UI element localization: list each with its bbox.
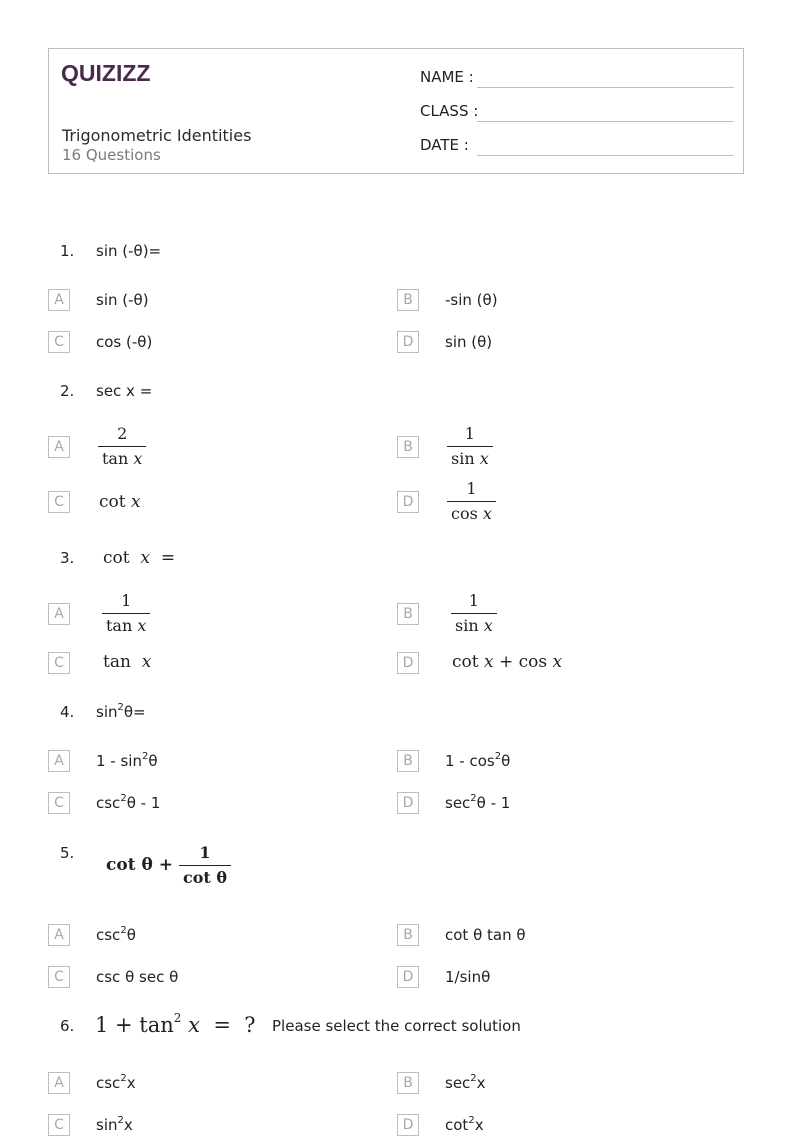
date-label: DATE : (420, 136, 469, 154)
worksheet-header (48, 48, 744, 174)
question-number: 5. (60, 844, 75, 862)
class-field (420, 102, 734, 124)
option-d-text: $\sec^2\theta - 1$ (445, 793, 511, 812)
question-text: $\sin^2\theta=$ (96, 702, 146, 721)
worksheet-title: Trigonometric Identities (62, 126, 252, 145)
option-a-math (98, 424, 146, 468)
question-math: $1 + \tan^2 x$ = ? (95, 1011, 256, 1037)
option-d-math: cot x + cos x (452, 652, 563, 672)
option-c-box[interactable]: C (48, 652, 70, 674)
option-c-box[interactable]: C (48, 1114, 70, 1136)
option-c-text: csc θ sec θ (96, 968, 179, 986)
option-c-text: cos (-θ) (96, 333, 153, 351)
option-b-box[interactable]: B (397, 603, 419, 625)
fraction: $\frac{1}{\text{cot θ}}$ (179, 843, 231, 887)
option-b-box[interactable]: B (397, 1072, 419, 1094)
option-a-text: $\csc^2x$ (96, 1073, 136, 1092)
option-d-box[interactable]: D (397, 966, 419, 988)
option-d-box[interactable]: D (397, 331, 419, 353)
option-c-box[interactable]: C (48, 331, 70, 353)
option-c-math: tan x (103, 652, 152, 672)
option-b-text: $\sec^2x$ (445, 1073, 486, 1092)
option-d-math (447, 479, 496, 523)
question-number: 6. (60, 1017, 75, 1035)
option-a-box[interactable]: A (48, 750, 70, 772)
option-d-text: sin (θ) (445, 333, 493, 351)
option-a-box[interactable]: A (48, 436, 70, 458)
option-a-box[interactable]: A (48, 603, 70, 625)
option-b-box[interactable]: B (397, 436, 419, 458)
option-c-box[interactable]: C (48, 966, 70, 988)
option-b-math (447, 424, 493, 468)
fraction: $\frac{1}{\text{sin x}}$ (447, 424, 493, 468)
option-b-text: cot θ tan θ (445, 926, 526, 944)
option-c-text: $\csc^2\theta - 1$ (96, 793, 161, 812)
option-c-text: $\sin^2x$ (96, 1115, 133, 1134)
option-a-text: $\csc^2\theta$ (96, 925, 136, 944)
option-b-box[interactable]: B (397, 924, 419, 946)
fraction: $\frac{1}{\text{tan x}}$ (102, 591, 150, 635)
name-line[interactable] (477, 87, 734, 88)
option-a-box[interactable]: A (48, 1072, 70, 1094)
class-label: CLASS : (420, 102, 479, 120)
option-c-math: cot x (99, 492, 141, 512)
quizizz-logo (61, 59, 151, 87)
date-line[interactable] (477, 155, 734, 156)
question-number: 2. (60, 382, 75, 400)
option-b-box[interactable]: B (397, 289, 419, 311)
option-d-box[interactable]: D (397, 792, 419, 814)
option-a-text: sin (-θ) (96, 291, 149, 309)
date-field (420, 136, 734, 158)
option-a-math (102, 591, 150, 635)
fraction: $\frac{1}{\text{sin x}}$ (451, 591, 497, 635)
question-text: Please select the correct solution (272, 1017, 521, 1035)
svg-text:QUIZIZZ: QUIZIZZ (61, 60, 151, 86)
question-text: sec x = (96, 382, 153, 400)
option-d-box[interactable]: D (397, 491, 419, 513)
option-a-text: $1 - \sin^2\theta$ (96, 751, 158, 770)
question-number: 4. (60, 703, 75, 721)
option-b-text: $1 - \cos^2\theta$ (445, 751, 511, 770)
question-count: 16 Questions (62, 146, 161, 164)
option-d-text: 1/sinθ (445, 968, 491, 986)
option-d-box[interactable]: D (397, 652, 419, 674)
option-b-text: -sin (θ) (445, 291, 498, 309)
option-b-box[interactable]: B (397, 750, 419, 772)
name-label: NAME : (420, 68, 474, 86)
fraction: $\frac{2}{\text{tan x}}$ (98, 424, 146, 468)
option-d-text: $\cot^2x$ (445, 1115, 484, 1134)
question-math: cot θ + $\frac{1}{\text{cot θ}}$ (106, 843, 231, 887)
fraction: $\frac{1}{\text{cos x}}$ (447, 479, 496, 523)
option-b-math (451, 591, 497, 635)
question-math: cot x = (103, 548, 176, 568)
option-a-box[interactable]: A (48, 924, 70, 946)
option-c-box[interactable]: C (48, 792, 70, 814)
question-number: 3. (60, 549, 75, 567)
option-a-box[interactable]: A (48, 289, 70, 311)
question-text: sin (-θ)= (96, 242, 162, 260)
option-d-box[interactable]: D (397, 1114, 419, 1136)
option-c-box[interactable]: C (48, 491, 70, 513)
name-field (420, 68, 734, 90)
question-number: 1. (60, 242, 75, 260)
class-line[interactable] (477, 121, 734, 122)
